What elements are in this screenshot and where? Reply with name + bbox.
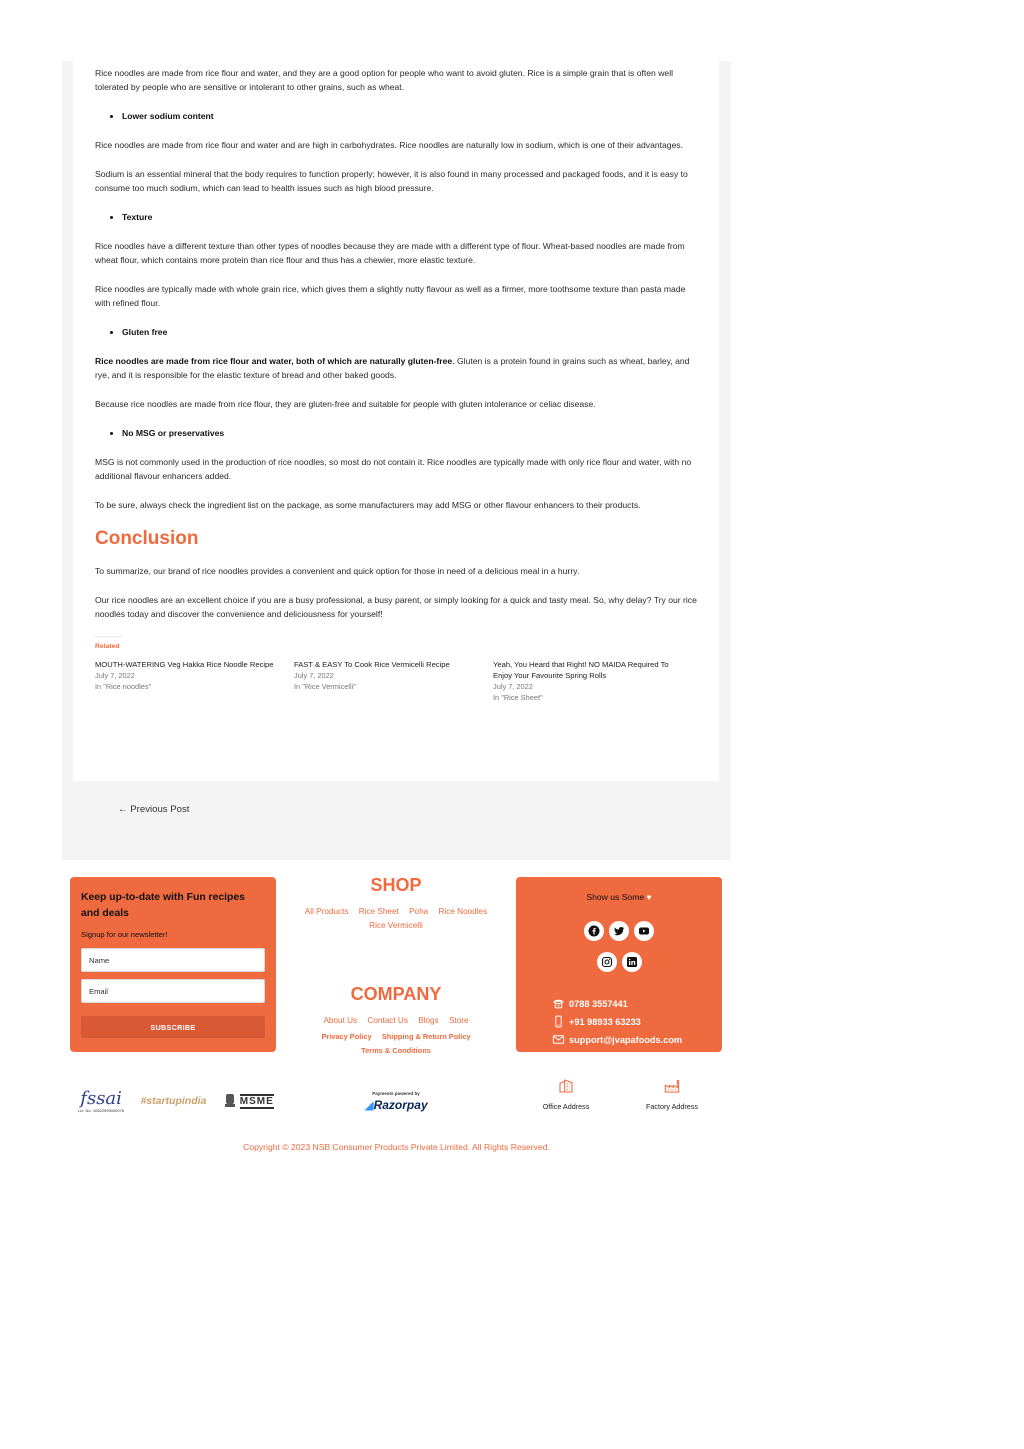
shop-links: [288, 905, 504, 919]
razorpay-wordmark: [364, 1098, 427, 1112]
list-gluten: [95, 325, 697, 339]
terms-conditions-link[interactable]: Terms & Conditions: [361, 1046, 431, 1055]
razorpay-logo: [364, 1091, 427, 1112]
payment-badge: [288, 1068, 504, 1134]
emblem-icon: [223, 1092, 237, 1110]
company-link-blogs[interactable]: Blogs: [418, 1016, 439, 1025]
company-link-about-us[interactable]: About Us: [323, 1016, 358, 1025]
shop-link-rice-sheet[interactable]: Rice Sheet: [358, 907, 399, 916]
instagram-icon[interactable]: [597, 952, 617, 972]
related-title: Related: [95, 643, 120, 650]
fssai-logo-text: fssai: [80, 1087, 122, 1109]
msg-heading: • No MSG or preservatives: [122, 426, 697, 440]
email-address: support@jvapafoods.com: [569, 1034, 683, 1045]
list-texture: [95, 210, 697, 224]
related-post-category: In "Rice noodles": [95, 682, 152, 691]
shop-links-row-2: [288, 919, 504, 933]
razorpay-caption: Payments powered by: [372, 1090, 420, 1096]
texture-paragraph-2: Rice noodles are typically made with whole grain rice, which gives them a slightly nutty flavour as well as a firmer, more toothsome texture than pasta made with refined flour.: [95, 284, 686, 308]
sodium-paragraph-2: Sodium is an essential mineral that the body requires to function properly; however, it is also found in many processed and packaged foods, and it is easy to consume too much sodium, which can lead to health issues such as high blood pressure.: [95, 169, 688, 193]
heart-icon: ♥: [646, 892, 652, 902]
conclusion-paragraph-2: Our rice noodles are an excellent choice if you are a busy professional, a busy parent, or simply looking for a quick and tasty meal. So, why delay? Try our rice noodles today and discover the convenience and deliciousness for yourself!: [95, 595, 697, 619]
related-post-category: In "Rice Vermicelli": [294, 682, 356, 691]
company-heading: COMPANY: [350, 984, 442, 1004]
email-contact[interactable]: [552, 1033, 682, 1046]
youtube-icon[interactable]: [634, 921, 654, 941]
mobile-number: +91 98933 63233: [569, 1016, 641, 1027]
certification-badges: [70, 1068, 282, 1134]
msme-logo-text: MSME: [239, 1095, 274, 1107]
factory-icon: [664, 1078, 680, 1094]
envelope-icon: [552, 1033, 565, 1046]
related-post-link[interactable]: FAST & EASY To Cook Rice Vermicelli Recipe: [294, 660, 450, 669]
linkedin-icon[interactable]: [622, 952, 642, 972]
office-address-label: Office Address: [542, 1102, 590, 1111]
related-item: [95, 659, 294, 703]
razorpay-text: Razorpay: [373, 1097, 428, 1112]
subscribe-button[interactable]: SUBSCRIBE: [81, 1016, 265, 1038]
social-icons-row-1: [516, 921, 722, 941]
gluten-paragraph-1: [95, 354, 697, 382]
list-msg: [95, 426, 697, 440]
newsletter-title: Keep up-to-date with Fun recipes and deals: [81, 892, 245, 919]
previous-post-link[interactable]: ← Previous Post: [118, 804, 190, 815]
twitter-icon[interactable]: [609, 921, 629, 941]
gluten-paragraph-2: Because rice noodles are made from rice flour, they are gluten-free and suitable for people with gluten intolerance or celiac disease.: [95, 399, 596, 409]
shop-link-rice-noodles[interactable]: Rice Noodles: [438, 907, 488, 916]
newsletter-subtitle: Signup for our newsletter!: [81, 930, 168, 939]
footer-links-column: [288, 868, 504, 1058]
newsletter-box: [70, 877, 276, 1052]
sodium-paragraph-1: Rice noodles are made from rice flour and water and are high in carbohydrates. Rice noodles are naturally low in sodium, which is one of their advantages.: [95, 140, 684, 150]
address-links: [510, 1068, 722, 1134]
social-icons-row-2: [516, 952, 722, 972]
related-grid: [95, 659, 697, 703]
shop-link-all-products[interactable]: All Products: [304, 907, 349, 916]
social-title: [516, 892, 722, 902]
office-address-link[interactable]: [526, 1078, 606, 1111]
sodium-heading: • Lower sodium content: [122, 109, 697, 123]
gluten-paragraph-rest: . Gluten is a protein found in grains such as wheat, barley, and rye, and it is responsible for the elastic texture of bread and other baked goods.: [95, 356, 690, 380]
intro-paragraph: Rice noodles are made from rice flour and water, and they are a good option for people who want to avoid gluten. Rice is a simple grain that is often well tolerated by people who are sensitive or intolerant to other grains, such as wheat.: [95, 68, 674, 92]
mobile-contact[interactable]: [552, 1015, 641, 1028]
phone-contact[interactable]: [552, 997, 628, 1010]
msme-logo: [223, 1092, 274, 1110]
razorpay-mark-icon: ◢: [364, 1097, 374, 1112]
phone-number: 0788 3557441: [569, 998, 628, 1009]
shop-link-rice-vermicelli[interactable]: Rice Vermicelli: [369, 921, 423, 930]
related-divider: [95, 636, 123, 637]
email-input[interactable]: [81, 979, 265, 1003]
shop-link-poha[interactable]: Poha: [409, 907, 429, 916]
company-link-store[interactable]: Store: [448, 1016, 469, 1025]
company-link-contact-us[interactable]: Contact Us: [367, 1016, 408, 1025]
list-sodium: [95, 109, 697, 123]
conclusion-heading: Conclusion: [95, 528, 199, 549]
social-box: [516, 877, 722, 1052]
msg-paragraph-2: To be sure, always check the ingredient list on the package, as some manufacturers may add MSG or other flavour enhancers to their products.: [95, 500, 641, 510]
gluten-paragraph-bold: Rice noodles are made from rice flour and water, both of which are naturally gluten-free: [95, 356, 453, 366]
shop-heading: SHOP: [370, 875, 422, 895]
related-post-category: In "Rice Sheet": [493, 693, 543, 702]
name-input[interactable]: [81, 948, 265, 972]
related-post-date: July 7, 2022: [493, 682, 533, 691]
factory-address-label: Factory Address: [646, 1102, 698, 1111]
social-title-text: Show us Some: [586, 892, 645, 902]
related-post-link[interactable]: Yeah, You Heard that Right! NO MAIDA Required To Enjoy Your Favourite Spring Rolls: [493, 660, 669, 680]
factory-address-link[interactable]: [632, 1078, 712, 1111]
related-posts: [95, 636, 697, 703]
shipping-return-policy-link[interactable]: Shipping & Return Policy: [381, 1032, 471, 1041]
related-item: [493, 659, 692, 703]
texture-heading: • Texture: [122, 210, 697, 224]
policy-links-row-2: [288, 1044, 504, 1058]
policy-links: [288, 1030, 504, 1044]
mobile-icon: [552, 1015, 565, 1028]
conclusion-paragraph-1: To summarize, our brand of rice noodles provides a convenient and quick option for those in need of a delicious meal in a hurry.: [95, 566, 580, 576]
related-post-date: July 7, 2022: [294, 671, 334, 680]
office-building-icon: [558, 1078, 574, 1094]
related-item: [294, 659, 493, 703]
telephone-icon: [552, 997, 565, 1010]
privacy-policy-link[interactable]: Privacy Policy: [321, 1032, 372, 1041]
related-post-link[interactable]: MOUTH-WATERING Veg Hakka Rice Noodle Recipe: [95, 660, 274, 669]
company-links: [288, 1014, 504, 1028]
startupindia-logo: #startupindia: [140, 1095, 207, 1107]
article-content: [95, 66, 697, 703]
msg-paragraph-1: MSG is not commonly used in the production of rice noodles, so most do not contain it. Rice noodles are typically made with only rice flour and water, with no additional flavour enhancers added.: [95, 457, 692, 481]
texture-paragraph-1: Rice noodles have a different texture than other types of noodles because they are made with a different type of flour. Wheat-based noodles are made from wheat flour, which contains more protein than rice flour and thus has a chewier, more elastic texture.: [95, 241, 685, 265]
fssai-logo: [78, 1087, 125, 1113]
copyright-text: Copyright © 2023 NSB Consumer Products Private Limited. All Rights Reserved.: [243, 1142, 550, 1152]
gluten-heading: • Gluten free: [122, 325, 697, 339]
related-post-date: July 7, 2022: [95, 671, 135, 680]
facebook-icon[interactable]: [584, 921, 604, 941]
fssai-license-number: Lic. No. 10522999000076: [78, 1107, 125, 1113]
